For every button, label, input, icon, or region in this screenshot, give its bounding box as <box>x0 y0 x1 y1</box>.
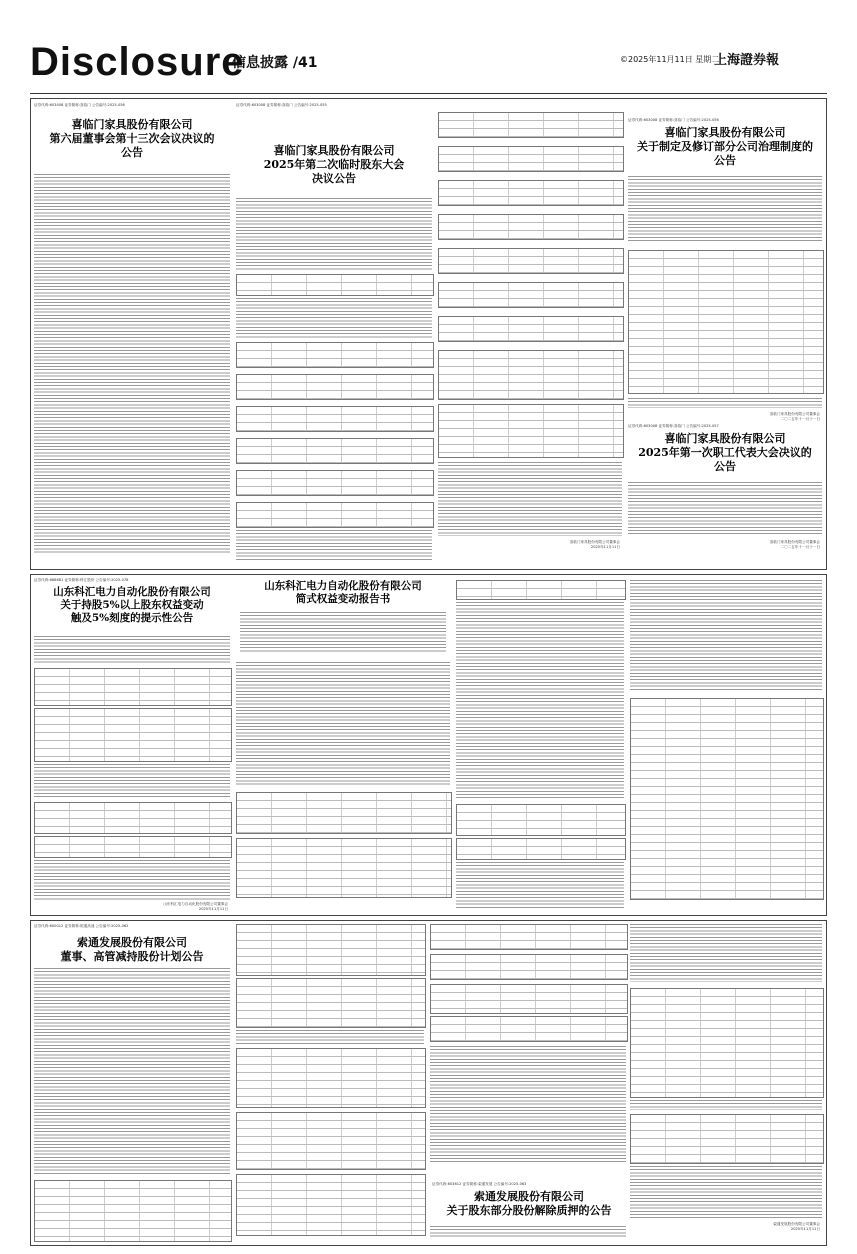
vote-table <box>236 406 434 432</box>
article-body <box>34 174 230 554</box>
info-table <box>456 580 626 600</box>
info-table <box>236 838 452 898</box>
vote-table <box>236 470 434 496</box>
plan-table <box>236 1112 426 1170</box>
article-body <box>236 662 450 786</box>
vote-table <box>438 404 624 458</box>
article-body <box>34 860 230 900</box>
pledge-table <box>630 1114 824 1164</box>
article-code: 证券代码:688681 证券简称:科汇股份 公告编号:2025-078 <box>34 578 129 582</box>
vote-table <box>236 274 434 296</box>
article-body <box>34 968 230 1176</box>
article-body <box>430 1046 626 1164</box>
change-table <box>34 802 232 834</box>
article-sign: 喜临门家具股份有限公司董事会 二〇二五年十一月十一日 <box>769 412 820 421</box>
vote-table <box>236 502 434 528</box>
plan-table <box>430 954 628 980</box>
article-code: 证券代码:603008 证券简称:喜临门 公告编号:2025-055 <box>236 103 327 107</box>
section-title: 信息披露 /41 <box>232 55 318 71</box>
regulation-table <box>628 250 824 394</box>
article-title: 索通发展股份有限公司 关于股东部分股份解除质押的公告 <box>446 1190 612 1217</box>
vote-table <box>236 342 434 368</box>
vote-table <box>438 316 624 342</box>
article-sign: 山东科汇电力自动化股份有限公司董事会 2025年11月11日 <box>163 902 228 911</box>
article-sign: 喜临门家具股份有限公司董事会 二〇二五年十一月十一日 <box>769 540 820 549</box>
article-title: 索通发展股份有限公司 董事、高管减持股份计划公告 <box>60 936 204 963</box>
article-title: 喜临门家具股份有限公司 2025年第二次临时股东大会 决议公告 <box>263 144 405 185</box>
plan-table <box>34 1180 232 1242</box>
holder-table <box>34 668 232 706</box>
article-body <box>456 862 624 908</box>
article-body <box>630 1166 822 1218</box>
vote-table <box>236 374 434 400</box>
article-title: 喜临门家具股份有限公司 第六届董事会第十三次会议决议的 公告 <box>49 118 215 159</box>
article-code: 证券代码:600012 证券简称:皖通高速 公告编号:2025-062 <box>34 924 129 928</box>
vote-table <box>438 180 624 206</box>
vote-table <box>438 282 624 308</box>
vote-table <box>438 112 624 138</box>
article-code: 证券代码:603408 证券简称:喜临门 公告编号:2025-056 <box>34 103 125 107</box>
article-title: 喜临门家具股份有限公司 2025年第一次职工代表大会决议的 公告 <box>638 432 812 473</box>
article-body <box>438 462 622 536</box>
article-body <box>628 176 822 242</box>
holder-table <box>34 708 232 762</box>
plan-table <box>236 1048 426 1108</box>
article-body <box>628 482 822 536</box>
article-sign: 喜临门家具股份有限公司董事会 2025年11月11日 <box>569 540 620 549</box>
article-body <box>630 924 822 982</box>
plan-table <box>236 978 426 1028</box>
vote-table <box>236 438 434 464</box>
vote-table <box>438 146 624 172</box>
change-table <box>34 836 232 858</box>
article-code: 证券代码:603008 证券简称:喜临门 公告编号:2025-056 <box>628 118 719 122</box>
article-body <box>456 602 624 798</box>
pledge-table <box>630 988 824 1098</box>
article-body <box>236 530 432 560</box>
change-table <box>456 804 626 836</box>
article-body <box>34 764 230 798</box>
issue-date: ©2025年11月11日 星期二 <box>620 55 720 64</box>
header-rule <box>30 93 827 94</box>
plan-table <box>430 1016 628 1042</box>
article-code: 证券代码:603008 证券简称:喜临门 公告编号:2025-057 <box>628 424 719 428</box>
article-body <box>630 580 822 692</box>
article-sign: 索通发展股份有限公司董事会 2025年11月11日 <box>773 1222 820 1231</box>
article-body <box>236 1030 424 1044</box>
masthead <box>0 0 857 100</box>
change-table <box>456 838 626 860</box>
vote-table <box>438 214 624 240</box>
plan-table <box>236 1174 426 1236</box>
plan-table <box>430 984 628 1014</box>
article-body <box>630 1100 822 1110</box>
article-body <box>236 298 432 338</box>
article-body <box>34 636 230 664</box>
article-body <box>236 198 432 270</box>
article-title: 喜临门家具股份有限公司 关于制定及修订部分公司治理制度的 公告 <box>637 126 813 167</box>
article-title: 山东科汇电力自动化股份有限公司 关于持股5%以上股东权益变动 触及5%刻度的提示性公告 <box>53 586 211 625</box>
info-table <box>236 792 452 834</box>
article-body <box>430 1226 626 1238</box>
summary-table <box>630 698 824 900</box>
vote-table <box>438 248 624 274</box>
newspaper-name: 上海證券報 <box>714 53 780 68</box>
plan-table <box>236 924 426 976</box>
article-code: 证券代码:603612 证券简称:索通发展 公告编号:2025-063 <box>432 1182 527 1186</box>
article-body <box>628 398 822 408</box>
brand-logo: Disclosure <box>30 40 245 84</box>
vote-table <box>438 350 624 400</box>
plan-table <box>430 924 628 950</box>
article-body <box>240 612 446 652</box>
article-title: 山东科汇电力自动化股份有限公司 简式权益变动报告书 <box>264 580 422 606</box>
